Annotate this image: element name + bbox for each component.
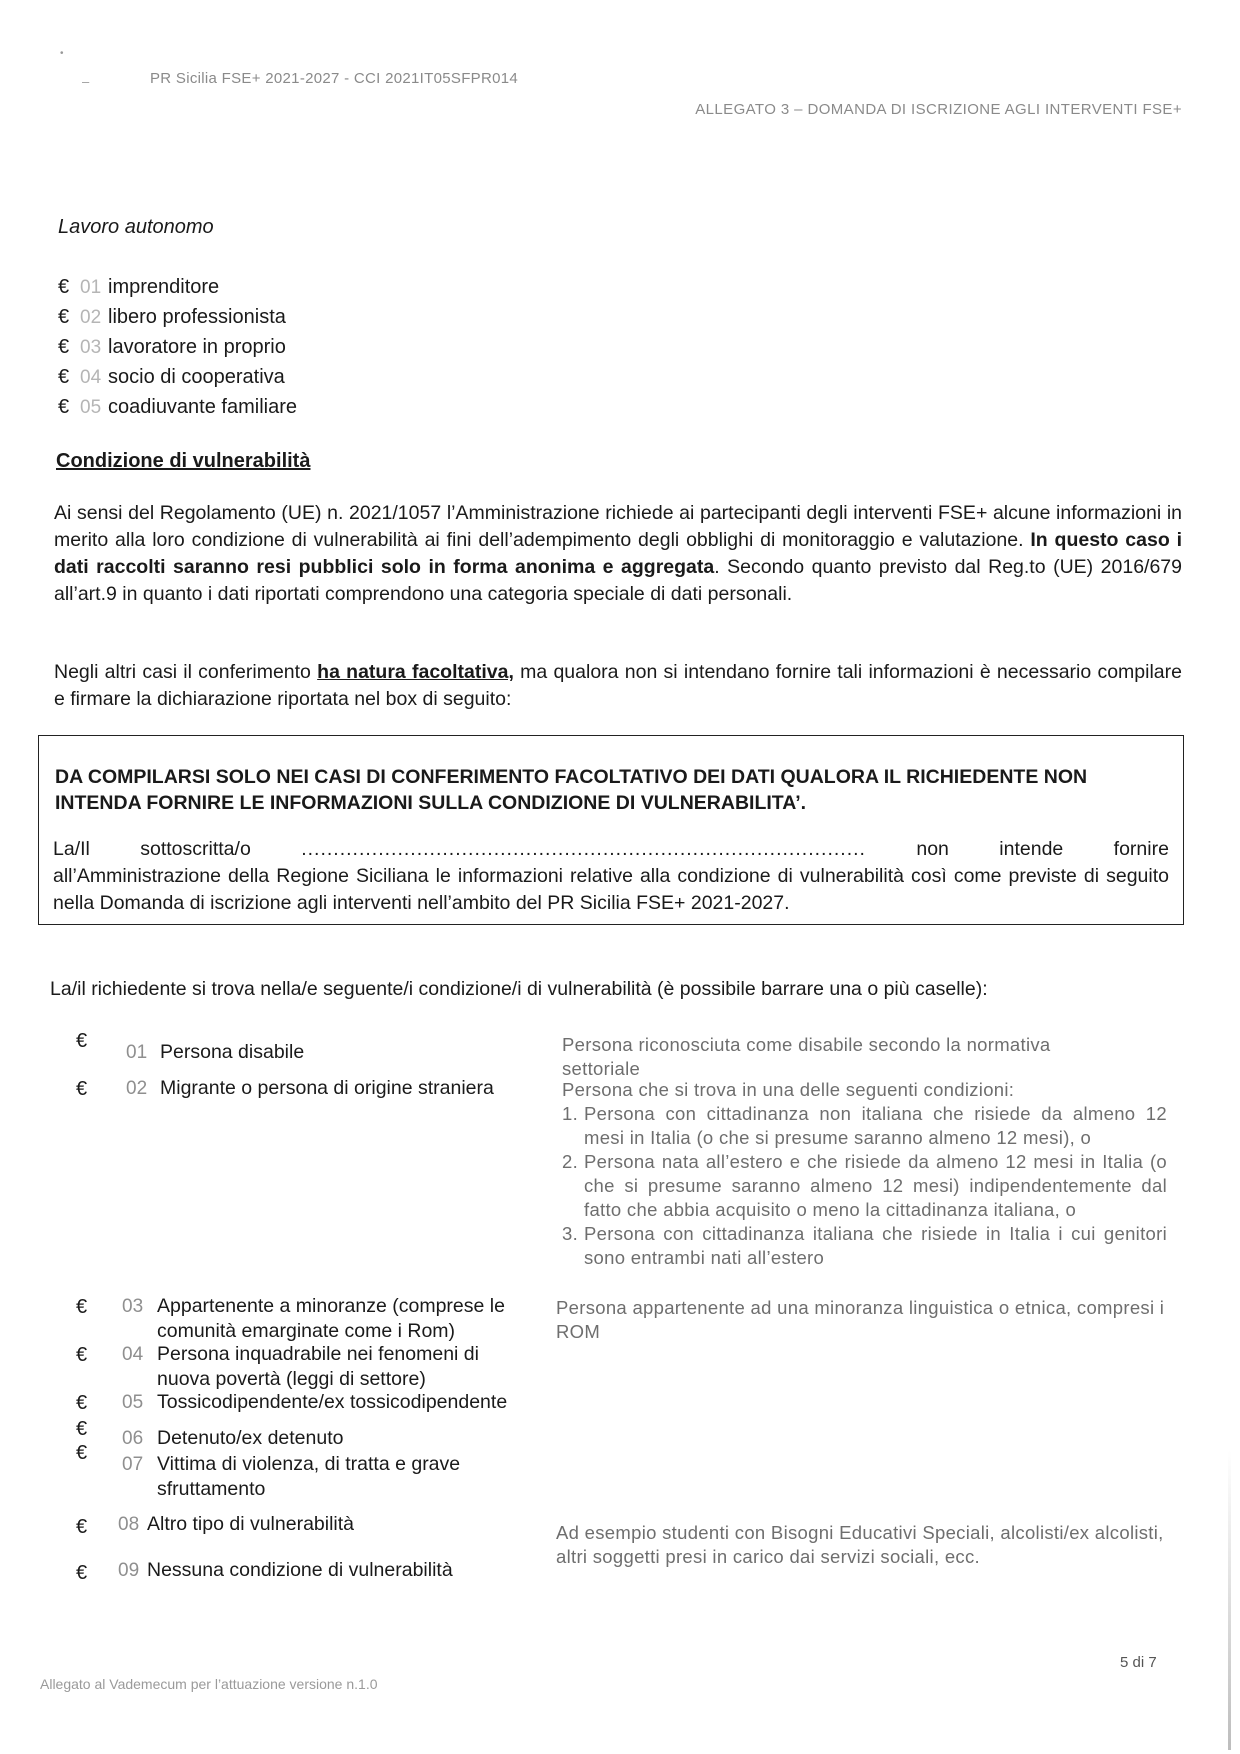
list-number: 1. [562,1103,579,1124]
condition-label-02: Migrante o persona di origine straniera [160,1077,494,1099]
list-text: Persona con cittadinanza italiana che risiede in Italia i cui genitori sono entrambi nati all’estero [584,1223,1167,1268]
conditions-intro: La/il richiedente si trova nella/e seguente/i condizione/i di vulnerabilità (è possibile barrare una o più caselle): [50,978,988,1000]
condition-code-02: 02 [126,1078,148,1099]
condition-code-04: 04 [122,1344,144,1365]
name-fill-line[interactable]: ........................................................................................ [301,838,866,860]
list-number: 2. [562,1151,579,1172]
checkbox-symbol[interactable]: € [58,336,70,358]
checkbox-08[interactable]: € [76,1516,88,1538]
annex-header: ALLEGATO 3 – DOMANDA DI ISCRIZIONE AGLI INTERVENTI FSE+ [695,101,1182,118]
paragraph-bold-text: In questo caso i dati raccolti saranno resi pubblici solo in forma anonima e aggregata [54,529,1182,578]
declaration-box-title: DA COMPILARSI SOLO NEI CASI DI CONFERIMENTO FACOLTATIVO DEI DATI QUALORA IL RICHIEDENTE NON INTENDA FORNIRE LE INFORMAZIONI SULLA CONDIZIONE DI VULNERABILITA’. [55,766,1088,814]
condition-label-03: Appartenente a minoranze (comprese le comunità emarginate come i Rom) [157,1295,505,1342]
condition-label-04: Persona inquadrabile nei fenomeni di nuova povertà (leggi di settore) [157,1343,479,1390]
checkbox-09[interactable]: € [76,1562,88,1584]
condition-code-03: 03 [122,1296,144,1317]
paragraph-text: Ai sensi del Regolamento (UE) n. 2021/1057 l’Amministrazione richiede ai partecipanti degli interventi FSE+ alcune informazioni in merito alla loro condizione di vulnerabilità ai fini dell’adempimento degli obblighi di monitoraggio e valutazione. [54,502,1182,551]
option-code: 05 [80,397,102,418]
condition-label-09: Nessuna condizione di vulnerabilità [147,1559,453,1581]
checkbox-01[interactable]: € [76,1030,88,1052]
paragraph-text: Negli altri casi il conferimento [54,661,311,683]
migrant-condition-1 [562,1102,1167,1150]
vulnerability-paragraph-1 [54,500,1182,608]
vulnerability-title: Condizione di vulnerabilità [56,450,311,472]
vulnerability-paragraph-2 [54,659,1182,713]
page-number: 5 di 7 [1120,1654,1157,1671]
checkbox-symbol[interactable]: € [58,396,70,418]
migrant-conditions-list [562,1102,1167,1270]
condition-code-08: 08 [118,1514,140,1535]
checkbox-03[interactable]: € [76,1296,88,1318]
option-code: 04 [80,367,102,388]
option-code: 03 [80,337,102,358]
checkbox-07[interactable]: € [76,1442,88,1464]
option-coadiuvante-familiare[interactable] [58,392,297,422]
checkbox-04[interactable]: € [76,1344,88,1366]
declaration-word: intende [999,838,1064,860]
header-mark: – [82,74,90,89]
option-label: lavoratore in proprio [108,336,286,358]
checkbox-symbol[interactable]: € [58,276,70,298]
list-number: 3. [562,1223,579,1244]
condition-desc-08: Ad esempio studenti con Bisogni Educativi Speciali, alcolisti/ex alcolisti, altri soggetti presi in carico dai servizi sociali, ecc. [556,1522,1164,1567]
condition-label-05: Tossicodipendente/ex tossicodipendente [157,1391,508,1413]
checkbox-symbol[interactable]: € [58,366,70,388]
declaration-signer: sottoscritta/o [140,838,251,860]
list-text: Persona nata all’estero e che risiede da almeno 12 mesi in Italia (o che si presume saranno almeno 12 mesi) indipendentemente dal fatto che abbia acquisito o meno la cittadinanza italiana, o [584,1151,1167,1220]
condition-label-08: Altro tipo di vulnerabilità [147,1513,355,1535]
paragraph-text: . Secondo quanto previsto dal Reg.to (UE) 2016/679 all’art.9 in quanto i dati riportati comprendono una categoria speciale di dati personali. [54,556,1182,605]
option-lavoratore-in-proprio[interactable] [58,332,297,362]
option-label: coadiuvante familiare [108,396,297,418]
condition-desc-01: Persona riconosciuta come disabile secondo la normativa settoriale [562,1034,1051,1079]
declaration-word: non [916,838,949,860]
condition-code-01: 01 [126,1042,148,1063]
declaration-box [38,735,1184,925]
checkbox-06[interactable]: € [76,1418,88,1440]
scan-edge-shadow [1228,1450,1231,1750]
paragraph-underlined-text: ha natura facoltativa, [317,661,514,683]
checkbox-symbol[interactable]: € [58,306,70,328]
option-label: imprenditore [108,276,220,298]
scan-dot: • [60,48,64,59]
option-imprenditore[interactable] [58,272,297,302]
condition-label-01: Persona disabile [160,1041,305,1063]
declaration-first-line [53,836,1169,863]
option-socio-di-cooperativa[interactable] [58,362,297,392]
self-employment-options [58,272,297,422]
condition-code-07: 07 [122,1454,144,1475]
checkbox-02[interactable]: € [76,1078,88,1100]
option-label: libero professionista [108,306,286,328]
option-code: 01 [80,277,102,298]
condition-code-05: 05 [122,1392,144,1413]
list-text: Persona con cittadinanza non italiana che risiede da almeno 12 mesi in Italia (o che si presume saranno almeno 12 mesi), o [584,1103,1167,1148]
option-libero-professionista[interactable] [58,302,297,332]
condition-desc-03: Persona appartenente ad una minoranza linguistica o etnica, compresi i ROM [556,1297,1165,1342]
declaration-lead: La/Il [53,838,90,860]
condition-label-07: Vittima di violenza, di tratta e grave sfruttamento [157,1453,461,1500]
declaration-word: fornire [1113,838,1169,860]
migrant-condition-3 [562,1222,1167,1270]
program-header: PR Sicilia FSE+ 2021-2027 - CCI 2021IT05SFPR014 [150,70,519,87]
declaration-text [53,836,1169,917]
option-code: 02 [80,307,102,328]
paragraph-text: ma qualora non si intendano fornire tali informazioni è necessario compilare e firmare la dichiarazione riportata nel box di seguito: [54,661,1182,710]
condition-desc-intro: Persona che si trova in una delle seguenti condizioni: [562,1079,1015,1100]
migrant-condition-2 [562,1150,1167,1222]
condition-label-06: Detenuto/ex detenuto [157,1427,344,1449]
declaration-rest: all’Amministrazione della Regione Siciliana le informazioni relative alla condizione di vulnerabilità così come previste di seguito nella Domanda di iscrizione agli interventi nell’ambito del PR Sicilia FSE+ 2021-2027. [53,865,1169,914]
condition-code-09: 09 [118,1560,140,1581]
condition-code-06: 06 [122,1428,144,1449]
self-employment-title: Lavoro autonomo [58,216,214,238]
footer-note: Allegato al Vademecum per l’attuazione versione n.1.0 [40,1676,378,1692]
checkbox-05[interactable]: € [76,1392,88,1414]
option-label: socio di cooperativa [108,366,285,388]
condition-desc-02 [562,1078,1167,1270]
